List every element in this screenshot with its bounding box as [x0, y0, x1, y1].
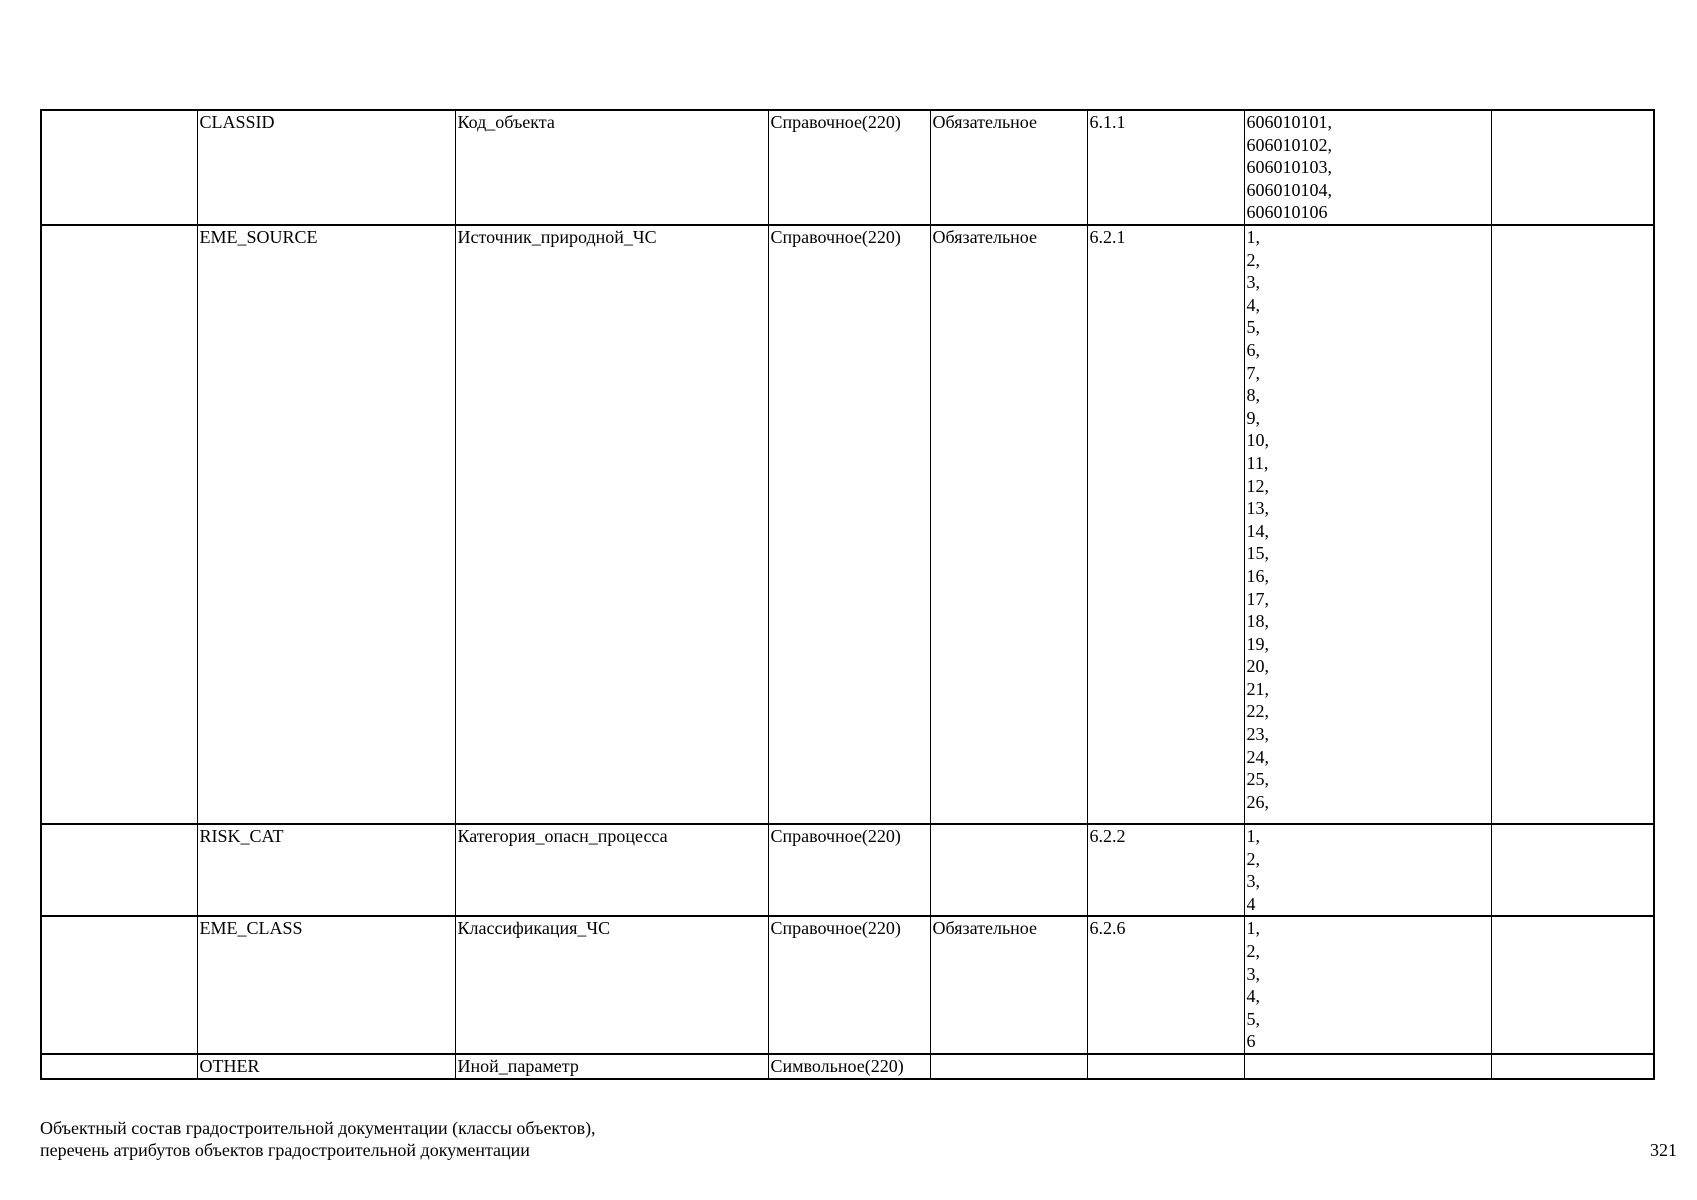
blank-cell: [41, 1054, 197, 1079]
value-item: 606010102,: [1246, 134, 1332, 155]
cell-values: [1244, 225, 1491, 824]
footer-caption-line-1: Объектный состав градостроительной документации (классы объектов),: [40, 1118, 596, 1138]
cell-ref: 6.2.1: [1087, 225, 1244, 824]
table-row: [41, 110, 1654, 225]
value-item: 606010103,: [1246, 157, 1332, 178]
cell-code: OTHER: [197, 1054, 455, 1079]
value-item: 26,: [1246, 791, 1269, 812]
value-item: 8,: [1246, 385, 1260, 406]
cell-name: Классификация_ЧС: [455, 916, 768, 1054]
value-item: 21,: [1246, 678, 1269, 699]
value-item: 606010101,: [1246, 112, 1332, 132]
value-item: 4: [1246, 893, 1256, 914]
value-item: 606010104,: [1246, 179, 1332, 200]
value-item: 7,: [1246, 362, 1260, 383]
value-item: 606010106: [1246, 202, 1328, 223]
blank-cell: [41, 824, 197, 916]
cell-name: Категория_опасн_процесса: [455, 824, 768, 916]
cell-required: Обязательное: [930, 916, 1087, 1054]
blank-cell: [41, 225, 197, 824]
cell-type: Справочное(220): [768, 225, 930, 824]
value-item: 5,: [1246, 317, 1260, 338]
table-row: [41, 824, 1654, 916]
value-item: 5,: [1246, 1008, 1260, 1029]
value-item: 22,: [1246, 701, 1269, 722]
cell-note: [1491, 824, 1654, 916]
cell-values: [1244, 1054, 1491, 1079]
cell-name: Источник_природной_ЧС: [455, 225, 768, 824]
cell-type: Символьное(220): [768, 1054, 930, 1079]
value-item: 3,: [1246, 272, 1260, 293]
cell-type: Справочное(220): [768, 110, 930, 225]
blank-cell: [41, 916, 197, 1054]
cell-name: Иной_параметр: [455, 1054, 768, 1079]
value-item: 1,: [1246, 918, 1260, 939]
value-item: 2,: [1246, 940, 1260, 961]
value-item: 6: [1246, 1031, 1256, 1052]
table-body: [41, 110, 1654, 1079]
cell-required: Обязательное: [930, 110, 1087, 225]
cell-note: [1491, 110, 1654, 225]
value-item: 23,: [1246, 724, 1269, 745]
cell-code: RISK_CAT: [197, 824, 455, 916]
cell-note: [1491, 916, 1654, 1054]
page-number: 321: [1650, 1140, 1677, 1160]
value-item: 9,: [1246, 407, 1260, 428]
value-item: 11,: [1246, 452, 1269, 473]
value-item: 13,: [1246, 498, 1269, 519]
cell-ref: 6.1.1: [1087, 110, 1244, 225]
value-item: 2,: [1246, 848, 1260, 869]
cell-values: [1244, 110, 1491, 225]
value-item: 3,: [1246, 963, 1260, 984]
value-item: 12,: [1246, 475, 1269, 496]
cell-values: [1244, 824, 1491, 916]
value-item: 4,: [1246, 294, 1260, 315]
footer-caption: [40, 1117, 596, 1161]
table-row: [41, 225, 1654, 824]
blank-cell: [41, 110, 197, 225]
value-item: 2,: [1246, 249, 1260, 270]
cell-name: Код_объекта: [455, 110, 768, 225]
value-item: 15,: [1246, 543, 1269, 564]
value-item: 24,: [1246, 746, 1269, 767]
cell-code: EME_CLASS: [197, 916, 455, 1054]
footer-caption-line-2: перечень атрибутов объектов градостроительной документации: [40, 1140, 530, 1160]
cell-required: [930, 1054, 1087, 1079]
cell-note: [1491, 1054, 1654, 1079]
cell-note: [1491, 225, 1654, 824]
cell-ref: [1087, 1054, 1244, 1079]
value-item: 1,: [1246, 826, 1260, 846]
attributes-table: [40, 109, 1655, 1080]
value-item: 6,: [1246, 339, 1260, 360]
cell-required: [930, 824, 1087, 916]
value-item: 4,: [1246, 986, 1260, 1007]
table-row: [41, 1054, 1654, 1079]
value-item: 19,: [1246, 633, 1269, 654]
value-item: 20,: [1246, 656, 1269, 677]
value-item: 1,: [1246, 227, 1260, 247]
cell-ref: 6.2.2: [1087, 824, 1244, 916]
cell-code: CLASSID: [197, 110, 455, 225]
cell-type: Справочное(220): [768, 916, 930, 1054]
cell-type: Справочное(220): [768, 824, 930, 916]
value-item: 10,: [1246, 430, 1269, 451]
cell-code: EME_SOURCE: [197, 225, 455, 824]
cell-values: [1244, 916, 1491, 1054]
table-row: [41, 916, 1654, 1054]
cell-required: Обязательное: [930, 225, 1087, 824]
value-item: 16,: [1246, 565, 1269, 586]
cell-ref: 6.2.6: [1087, 916, 1244, 1054]
value-item: 14,: [1246, 520, 1269, 541]
value-item: 3,: [1246, 871, 1260, 892]
value-item: 25,: [1246, 769, 1269, 790]
value-item: 18,: [1246, 611, 1269, 632]
value-item: 17,: [1246, 588, 1269, 609]
